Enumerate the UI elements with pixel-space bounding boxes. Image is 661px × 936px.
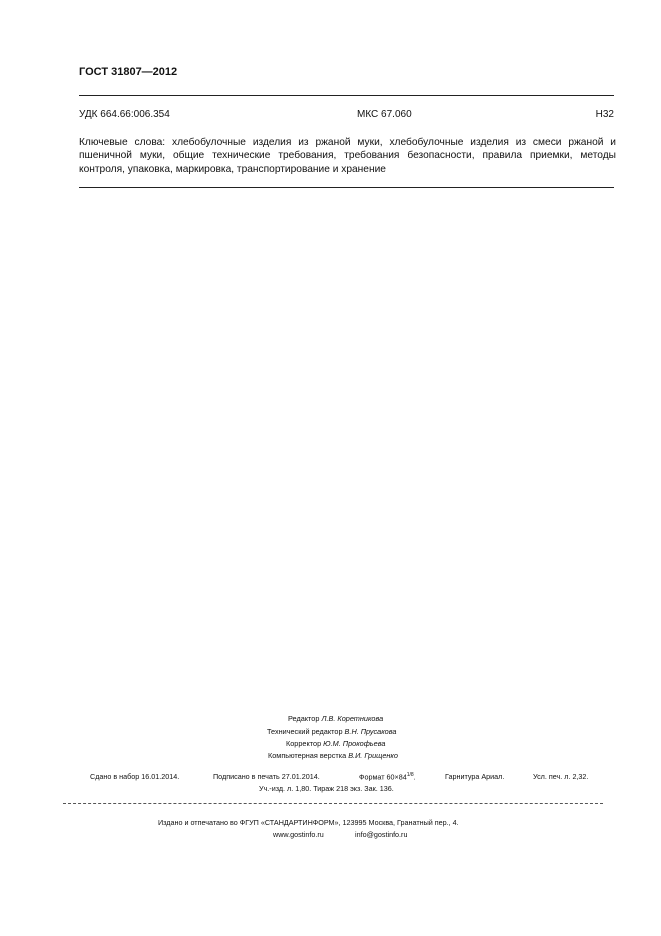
- publisher-address: Издано и отпечатано во ФГУП «СТАНДАРТИНФОРМ», 123995 Москва, Гранатный пер., 4.: [158, 818, 459, 827]
- typeface-info: Гарнитура Ариал.: [445, 772, 505, 781]
- editor-label: Редактор: [288, 714, 320, 723]
- signed-date: Подписано в печать 27.01.2014.: [213, 772, 320, 781]
- top-rule: [79, 95, 614, 96]
- tech-editor-name: В.Н. Прусакова: [344, 727, 397, 736]
- editor-name: Л.В. Коретникова: [321, 714, 384, 723]
- tech-editor-label: Технический редактор: [267, 727, 343, 736]
- keywords-line: пшеничной муки, общие технические требования, требования безопасности, правила приемки, методы: [79, 150, 616, 162]
- format-fraction: 1/8: [406, 772, 414, 778]
- keywords-line: контроля, упаковка, маркировка, транспортирование и хранение: [79, 163, 386, 175]
- layout-label: Компьютерная верстка: [268, 751, 347, 760]
- separator-line: [63, 803, 603, 804]
- standard-number: ГОСТ 31807—2012: [79, 66, 178, 78]
- layout-name: В.И. Грищенко: [348, 751, 398, 760]
- keywords-block: [79, 136, 616, 176]
- publisher-website[interactable]: www.gostinfo.ru: [273, 830, 324, 839]
- mks-code: МКС 67.060: [357, 109, 412, 120]
- corrector-name: Ю.М. Прокофьева: [323, 739, 386, 748]
- format-info: Формат $60\times 84^{1/8}$.: [359, 772, 416, 782]
- corrector-credit: [286, 739, 385, 748]
- corrector-label: Корректор: [286, 739, 322, 748]
- layout-credit: [268, 751, 398, 760]
- group-code: Н32: [595, 109, 614, 120]
- publisher-email[interactable]: info@gostinfo.ru: [355, 830, 408, 839]
- print-sheets-info: Усл. печ. л. 2,32.: [533, 772, 589, 781]
- tech-editor-credit: [267, 727, 396, 736]
- bottom-rule: [79, 187, 614, 188]
- submitted-date: Сдано в набор 16.01.2014.: [90, 772, 180, 781]
- edition-info: Уч.-изд. л. 1,80. Тираж 218 экз. Зак. 136.: [259, 784, 394, 793]
- udk-code: УДК 664.66:006.354: [79, 109, 170, 120]
- format-label: Формат 60×84: [359, 772, 407, 782]
- editor-credit: [288, 714, 383, 723]
- keywords-line: Ключевые слова: хлебобулочные изделия из ржаной муки, хлебобулочные изделия из смеси ржаной и: [79, 137, 616, 148]
